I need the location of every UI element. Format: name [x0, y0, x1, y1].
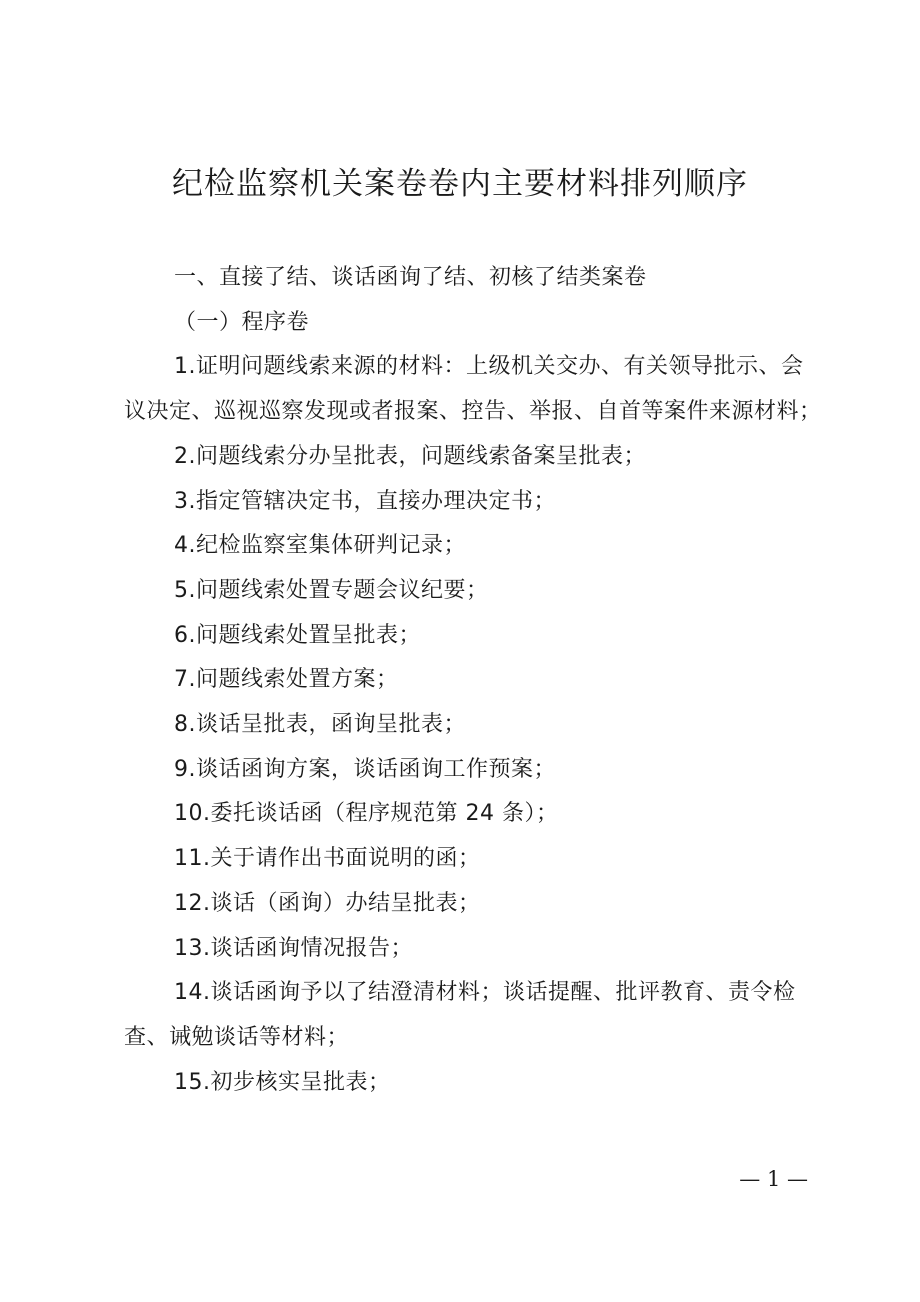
list-item: 11.关于请作出书面说明的函； — [174, 846, 481, 872]
list-item: 2.问题线索分办呈批表，问题线索备案呈批表； — [174, 443, 646, 469]
section-heading: 一、直接了结、谈话函询了结、初核了结类案卷 — [174, 265, 647, 290]
document-title: 纪检监察机关案卷卷内主要材料排列顺序 — [172, 166, 748, 202]
list-item: 3.指定管辖决定书，直接办理决定书； — [174, 488, 556, 514]
list-item: 10.委托谈话函（程序规范第 24 条）； — [174, 801, 559, 827]
list-item: 15.初步核实呈批表； — [174, 1069, 391, 1095]
list-item: 13.谈话函询情况报告； — [174, 935, 413, 961]
list-item: 5.问题线索处置专题会议纪要； — [174, 577, 489, 603]
subsection-heading: （一）程序卷 — [174, 309, 310, 335]
list-item: 1.证明问题线索来源的材料：上级机关交办、有关领导批示、会议决定、巡视巡察发现或者报案、控告、举报、自首等案件来源材料； — [124, 354, 822, 425]
list-item: 4.纪检监察室集体研判记录； — [174, 533, 466, 559]
list-item: 6.问题线索处置呈批表； — [174, 622, 421, 648]
list-item: 9.谈话函询方案，谈话函询工作预案； — [174, 756, 556, 782]
document-body — [124, 256, 824, 1105]
list-item: 7.问题线索处置方案； — [174, 667, 399, 693]
page-number: — 1 — — [739, 1167, 808, 1191]
list-item: 8.谈话呈批表，函询呈批表； — [174, 712, 466, 738]
list-item: 12.谈话（函询）办结呈批表； — [174, 890, 481, 916]
list-item: 14.谈话函询予以了结澄清材料；谈话提醒、批评教育、责令检查、诫勉谈话等材料； — [124, 980, 796, 1050]
